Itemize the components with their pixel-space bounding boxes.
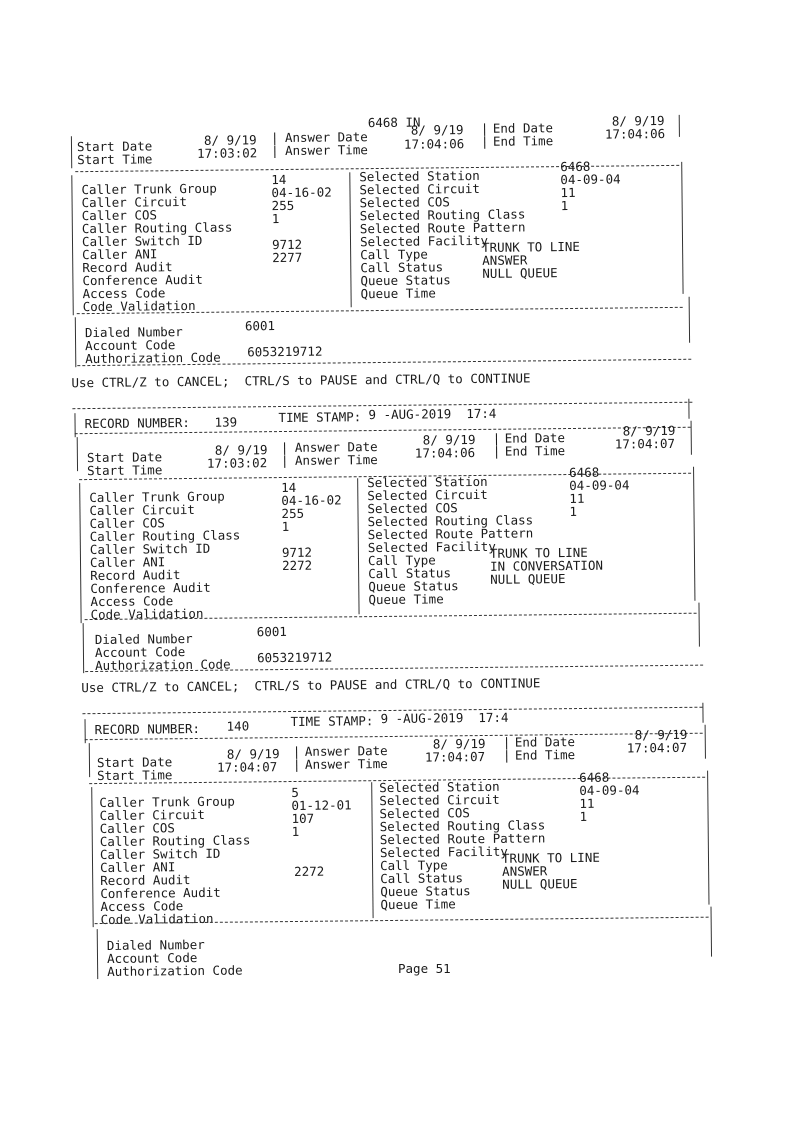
field-value: 1 — [579, 808, 588, 825]
field-label: Queue Time — [368, 591, 444, 608]
field-value: 04-16-02 — [271, 184, 332, 201]
field-value: 6468 — [569, 464, 600, 481]
field-label: Selected Routing Class — [379, 817, 546, 835]
continue-prompt: Use CTRL/Z to CANCEL; CTRL/S to PAUSE and CTRL/Q to CONTINUE — [81, 675, 541, 696]
field-value: 9712 — [281, 544, 313, 561]
field-label: Selected Station — [367, 473, 488, 491]
field-label: Caller ANI — [89, 554, 166, 571]
end-date-value: 8/ 9/19 — [622, 422, 676, 439]
answer-time-label: Answer Time — [284, 142, 368, 158]
field-value: NULL QUEUE — [502, 876, 578, 892]
left-border — [71, 136, 72, 168]
column-divider — [349, 172, 351, 307]
field-value: 01-12-01 — [291, 797, 352, 814]
separator-bar: | — [270, 143, 279, 159]
field-label: Caller ANI — [82, 246, 158, 263]
right-border — [681, 162, 683, 294]
field-value: 255 — [281, 505, 305, 522]
left-border — [89, 743, 90, 777]
field-value: ANSWER — [502, 863, 548, 879]
separator-bar: | — [270, 130, 279, 146]
field-label: Caller Circuit — [99, 806, 205, 824]
field-label: Call Status — [380, 870, 464, 887]
field-label: Selected Routing Class — [359, 206, 526, 224]
field-value: 6468 — [579, 769, 610, 786]
authorization-code-label: Authorization Code — [107, 962, 243, 979]
time-stamp-label: TIME STAMP: — [278, 409, 362, 426]
field-label: Caller Routing Class — [99, 832, 251, 850]
start-time-label: Start Time — [97, 767, 173, 784]
field-label: Selected COS — [367, 500, 458, 517]
field-label: Caller Switch ID — [89, 540, 211, 558]
dialed-number-label: Dialed Number — [106, 936, 205, 953]
authorization-code-label: Authorization Code — [85, 349, 221, 367]
field-label: Selected Facility — [379, 843, 508, 861]
field-label: Code Validation — [90, 605, 204, 623]
field-label: Caller ANI — [99, 859, 176, 876]
answer-date-value: 8/ 9/19 — [422, 431, 476, 448]
end-time-value: 17:04:07 — [626, 739, 688, 756]
field-label: Caller Circuit — [81, 194, 188, 211]
left-border — [75, 317, 77, 367]
field-label: Call Status — [360, 259, 444, 276]
time-stamp-label: TIME STAMP: — [290, 713, 374, 730]
field-value: 1 — [569, 503, 578, 520]
answer-time-value: 17:04:06 — [403, 136, 465, 152]
separator-bar: | — [292, 743, 301, 760]
field-value: 6468 — [560, 158, 591, 175]
field-value: 1 — [560, 198, 569, 214]
end-date-label: End Date — [514, 734, 576, 750]
right-border — [691, 421, 692, 455]
field-label: Selected Station — [379, 778, 500, 796]
record-number-value: 139 — [214, 414, 238, 430]
column-divider — [371, 782, 373, 918]
call-record-1 — [0, 0, 791, 391]
field-label: Selected Circuit — [367, 486, 488, 504]
field-value: 04-16-02 — [281, 492, 342, 509]
field-label: Caller Trunk Group — [89, 488, 225, 506]
start-date-label: Start Date — [96, 754, 173, 771]
separator-bar: | — [280, 452, 289, 469]
authorization-code-value: 6053219712 — [247, 343, 323, 360]
field-label: Caller COS — [99, 820, 175, 837]
field-value: 107 — [291, 810, 315, 827]
start-date-value: 8/ 9/19 — [226, 746, 280, 762]
field-label: Queue Time — [360, 285, 436, 302]
field-label: Conference Audit — [100, 884, 221, 902]
dialed-number-label: Dialed Number — [84, 324, 183, 341]
record-number-label: RECORD NUMBER: — [84, 414, 190, 432]
right-border — [689, 297, 690, 343]
start-date-label: Start Date — [76, 138, 153, 155]
field-label: Code Validation — [82, 297, 196, 315]
end-time-label: End Time — [514, 747, 576, 763]
field-label: Selected Facility — [367, 538, 496, 556]
field-label: Access Code — [82, 285, 166, 302]
field-label: Caller Circuit — [89, 501, 195, 519]
column-divider — [357, 478, 359, 614]
field-label: Conference Audit — [82, 271, 203, 289]
answer-date-value: 8/ 9/19 — [410, 122, 464, 138]
start-time-label: Start Time — [86, 462, 163, 479]
field-label: Code Validation — [100, 910, 214, 928]
authorization-code-value: 6053219712 — [256, 649, 333, 666]
field-label: Queue Time — [380, 896, 456, 913]
field-label: Queue Status — [360, 272, 451, 289]
field-label: Record Audit — [100, 872, 191, 889]
field-value: 255 — [271, 197, 295, 214]
field-value: 04-09-04 — [569, 477, 630, 494]
field-label: Queue Status — [380, 883, 471, 900]
field-label: Caller COS — [89, 515, 165, 532]
field-label: Caller Routing Class — [89, 527, 241, 545]
field-value: 04-09-04 — [560, 171, 621, 188]
field-value: 2272 — [281, 557, 313, 574]
field-label: Access Code — [90, 593, 174, 610]
separator-bar: | — [492, 430, 501, 446]
field-label: Access Code — [100, 898, 184, 915]
field-label: Selected Facility — [359, 232, 489, 250]
field-label: Selected Routing Class — [367, 512, 534, 530]
field-label: Selected Route Pattern — [367, 525, 534, 543]
field-label: Caller Switch ID — [81, 232, 203, 250]
right-border — [705, 725, 706, 759]
field-value: 11 — [560, 184, 576, 201]
answer-date-label: Answer Date — [284, 129, 368, 145]
left-border — [97, 929, 99, 979]
dialed-number-label: Dialed Number — [94, 630, 193, 647]
field-label: Selected COS — [359, 194, 450, 211]
field-label: Selected Circuit — [379, 791, 500, 809]
continue-prompt: Use CTRL/Z to CANCEL; CTRL/S to PAUSE and CTRL/Q to CONTINUE — [71, 370, 531, 391]
field-value: TRUNK TO LINE — [489, 544, 588, 561]
answer-date-value: 8/ 9/19 — [432, 735, 486, 752]
field-label: Call Type — [379, 857, 448, 874]
separator-bar: | — [280, 439, 289, 456]
field-label: Record Audit — [82, 259, 173, 276]
field-value: 5 — [291, 784, 299, 801]
separator-bar: | — [502, 747, 511, 763]
separator-bar: | — [480, 120, 489, 136]
authorization-code-label: Authorization Code — [95, 656, 231, 673]
end-date-label: End Date — [492, 120, 554, 136]
field-label: Call Type — [360, 246, 428, 263]
field-value: 1 — [291, 823, 300, 840]
field-value: TRUNK TO LINE — [501, 849, 600, 866]
field-value: 11 — [579, 795, 595, 812]
right-border — [711, 907, 713, 957]
field-value: 1 — [281, 518, 290, 535]
right-border — [679, 115, 680, 137]
field-label: Selected Route Pattern — [379, 830, 546, 848]
field-label: Call Type — [367, 552, 436, 569]
end-time-label: End Time — [504, 443, 566, 459]
field-label: Selected COS — [379, 805, 470, 822]
record-number-label: RECORD NUMBER: — [94, 720, 201, 738]
start-date-value: 8/ 9/19 — [214, 442, 268, 458]
start-time-value: 17:03:02 — [197, 145, 258, 161]
separator-bar: | — [502, 734, 511, 750]
field-label: Selected Station — [359, 167, 480, 185]
field-value: TRUNK TO LINE — [482, 238, 581, 255]
right-border — [688, 399, 689, 419]
field-value: NULL QUEUE — [490, 571, 566, 587]
separator-bar: | — [292, 756, 301, 773]
left-border — [71, 175, 73, 315]
field-label: Selected Route Pattern — [359, 219, 526, 237]
left-border — [91, 787, 93, 927]
start-time-value: 17:03:02 — [206, 455, 268, 471]
field-label: Caller Switch ID — [99, 845, 221, 863]
right-border — [707, 771, 709, 905]
answer-date-label: Answer Date — [304, 743, 388, 759]
answer-date-label: Answer Date — [294, 439, 378, 455]
account-code-label: Account Code — [94, 644, 186, 660]
time-stamp-value: 9 -AUG-2019 17:4 — [380, 709, 509, 727]
start-time-value: 17:04:07 — [216, 759, 278, 775]
end-time-value: 17:04:07 — [614, 435, 676, 452]
separator-bar: | — [480, 133, 489, 149]
answer-time-value: 17:04:07 — [424, 748, 486, 765]
field-value: ANSWER — [482, 252, 528, 268]
field-label: Caller Routing Class — [81, 219, 233, 237]
field-label: Caller COS — [81, 207, 158, 224]
field-label: Conference Audit — [90, 579, 211, 597]
record-number-value: 140 — [226, 718, 250, 734]
left-border — [83, 623, 85, 673]
field-label: Caller Trunk Group — [99, 793, 235, 811]
field-value: 14 — [271, 171, 287, 188]
answer-time-label: Answer Time — [294, 452, 378, 468]
answer-time-value: 17:04:06 — [414, 444, 476, 461]
separator-bar: | — [492, 443, 501, 459]
field-value: 2277 — [272, 249, 303, 266]
field-value: IN CONVERSATION — [489, 557, 604, 574]
start-date-label: Start Date — [86, 449, 163, 466]
field-value: 2272 — [294, 863, 325, 880]
end-date-label: End Date — [504, 430, 566, 446]
start-time-label: Start Time — [77, 151, 153, 168]
field-label: Record Audit — [90, 567, 181, 584]
record-header-station: 6468 IN — [367, 114, 421, 131]
field-value: 9712 — [271, 236, 303, 253]
dialed-number-value: 6001 — [244, 318, 276, 334]
field-label: Call Status — [368, 565, 452, 582]
left-border — [77, 437, 78, 471]
answer-time-label: Answer Time — [304, 756, 388, 772]
start-date-value: 8/ 9/19 — [203, 132, 257, 148]
field-value: 11 — [569, 490, 585, 507]
time-stamp-value: 9 -AUG-2019 17:4 — [368, 405, 497, 423]
end-date-value: 8/ 9/19 — [611, 113, 665, 129]
field-value: 1 — [271, 211, 280, 227]
page-number: Page 51 — [398, 961, 451, 976]
account-code-label: Account Code — [85, 337, 176, 354]
account-code-label: Account Code — [106, 950, 198, 966]
field-value: NULL QUEUE — [482, 265, 558, 281]
end-time-label: End Time — [492, 133, 554, 149]
field-label: Selected Circuit — [359, 180, 480, 198]
dialed-number-value: 6001 — [256, 623, 287, 640]
left-border — [79, 483, 81, 623]
right-border — [702, 703, 703, 723]
end-date-value: 8/ 9/19 — [634, 726, 688, 743]
field-value: 14 — [281, 479, 297, 496]
field-value: 04-09-04 — [579, 782, 640, 799]
right-border — [693, 467, 695, 601]
right-border — [698, 603, 699, 647]
field-label: Caller Trunk Group — [81, 180, 217, 198]
end-time-value: 17:04:06 — [604, 126, 666, 142]
field-label: Queue Status — [368, 578, 459, 595]
